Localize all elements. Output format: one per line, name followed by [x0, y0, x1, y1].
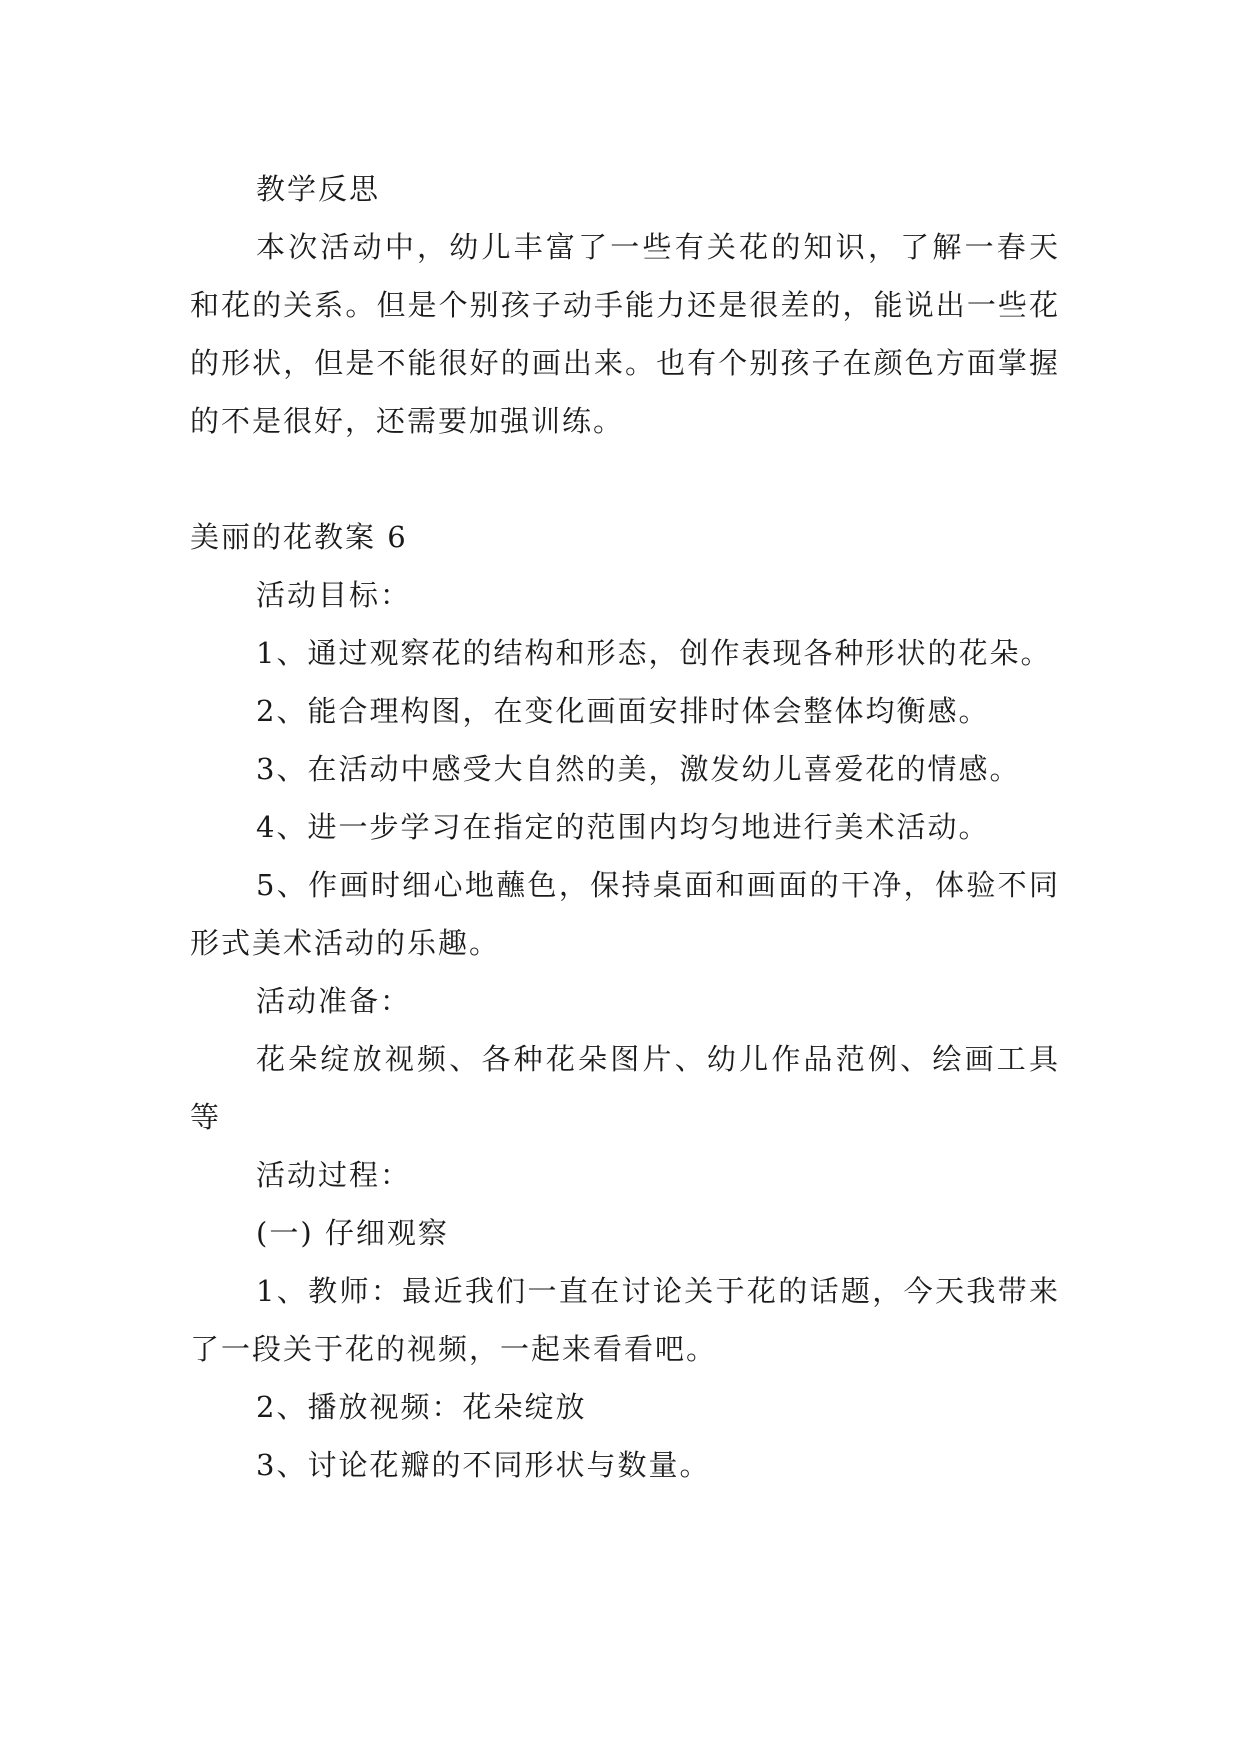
- paragraph-objectives-label: 活动目标：: [256, 578, 412, 612]
- paragraph-step-3: 3、讨论花瓣的不同形状与数量。: [256, 1448, 711, 1482]
- document-content: [190, 160, 1060, 1494]
- lesson-plan-title: 美丽的花教案 6: [190, 520, 408, 554]
- paragraph-objective-2: 2、能合理构图，在变化画面安排时体会整体均衡感。: [256, 694, 990, 728]
- paragraph-objective-1: 1、通过观察花的结构和形态，创作表现各种形状的花朵。: [256, 636, 1052, 670]
- paragraph-preparation-label: 活动准备：: [256, 984, 412, 1018]
- paragraph-step-1: 1、教师：最近我们一直在讨论关于花的话题，今天我带来了一段关于花的视频，一起来看看吧。: [190, 1274, 1060, 1366]
- paragraph-reflection: 本次活动中，幼儿丰富了一些有关花的知识，了解一春天和花的关系。但是个别孩子动手能力还是很差的，能说出一些花的形状，但是不能很好的画出来。也有个别孩子在颜色方面掌握的不是很好，还需要加强训练。: [190, 230, 1060, 438]
- paragraph-objective-3: 3、在活动中感受大自然的美，激发幼儿喜爱花的情感。: [256, 752, 1021, 786]
- paragraph-step-heading: (一) 仔细观察: [256, 1216, 449, 1250]
- paragraph-preparation: 花朵绽放视频、各种花朵图片、幼儿作品范例、绘画工具等: [190, 1042, 1060, 1134]
- paragraph-step-2: 2、播放视频：花朵绽放: [256, 1390, 587, 1424]
- paragraph-objective-4: 4、进一步学习在指定的范围内均匀地进行美术活动。: [256, 810, 990, 844]
- section-heading-reflection: 教学反思: [256, 172, 381, 206]
- paragraph-objective-5: 5、作画时细心地蘸色，保持桌面和画面的干净，体验不同形式美术活动的乐趣。: [190, 868, 1060, 960]
- section-gap: [190, 450, 1060, 508]
- paragraph-process-label: 活动过程：: [256, 1158, 412, 1192]
